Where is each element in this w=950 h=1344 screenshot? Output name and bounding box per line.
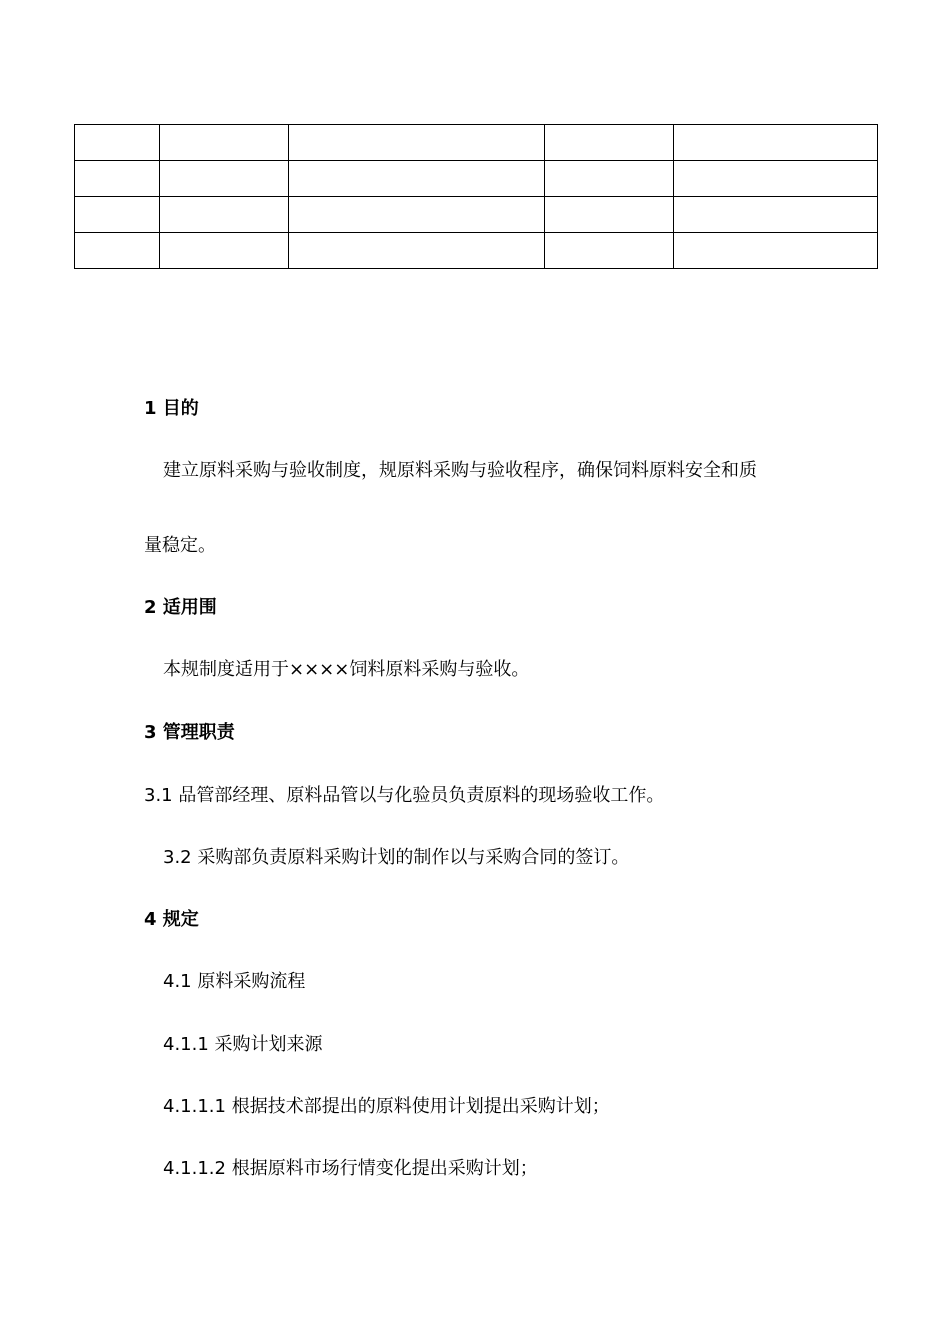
section-3-heading: 3 管理职责	[144, 722, 235, 743]
header-table	[74, 124, 878, 269]
section-4-item-4-1: 4.1 原料采购流程	[163, 971, 306, 992]
table-row	[75, 161, 878, 197]
section-2-paragraph: 本规制度适用于××××饲料原料采购与验收。	[163, 659, 530, 680]
table-cell	[75, 197, 160, 233]
section-4-heading: 4 规定	[144, 909, 199, 930]
table-cell	[545, 125, 674, 161]
section-1-paragraph-line-2: 量稳定。	[144, 535, 216, 556]
table-cell	[545, 233, 674, 269]
section-4-item-4-1-1: 4.1.1 采购计划来源	[163, 1034, 323, 1055]
table-cell	[674, 197, 878, 233]
table-cell	[289, 197, 545, 233]
table-cell	[75, 125, 160, 161]
section-2-heading: 2 适用围	[144, 597, 217, 618]
table-row	[75, 125, 878, 161]
table-cell	[674, 125, 878, 161]
section-4-item-4-1-1-2: 4.1.1.2 根据原料市场行情变化提出采购计划；	[163, 1158, 538, 1179]
table-cell	[160, 197, 289, 233]
table-cell	[160, 233, 289, 269]
table-cell	[75, 161, 160, 197]
table-cell	[674, 161, 878, 197]
table-cell	[545, 197, 674, 233]
table-cell	[289, 125, 545, 161]
table-row	[75, 233, 878, 269]
section-3-item-2: 3.2 采购部负责原料采购计划的制作以与采购合同的签订。	[163, 847, 630, 868]
table-cell	[160, 125, 289, 161]
table-cell	[75, 233, 160, 269]
table-cell	[545, 161, 674, 197]
table-cell	[289, 161, 545, 197]
section-4-item-4-1-1-1: 4.1.1.1 根据技术部提出的原料使用计划提出采购计划；	[163, 1096, 610, 1117]
section-1-paragraph-line-1: 建立原料采购与验收制度，规原料采购与验收程序，确保饲料原料安全和质	[163, 460, 757, 481]
table-row	[75, 197, 878, 233]
table-cell	[674, 233, 878, 269]
table-cell	[160, 161, 289, 197]
section-1-heading: 1 目的	[144, 398, 199, 419]
table-cell	[289, 233, 545, 269]
section-3-item-1: 3.1 品管部经理、原料品管以与化验员负责原料的现场验收工作。	[144, 785, 665, 806]
